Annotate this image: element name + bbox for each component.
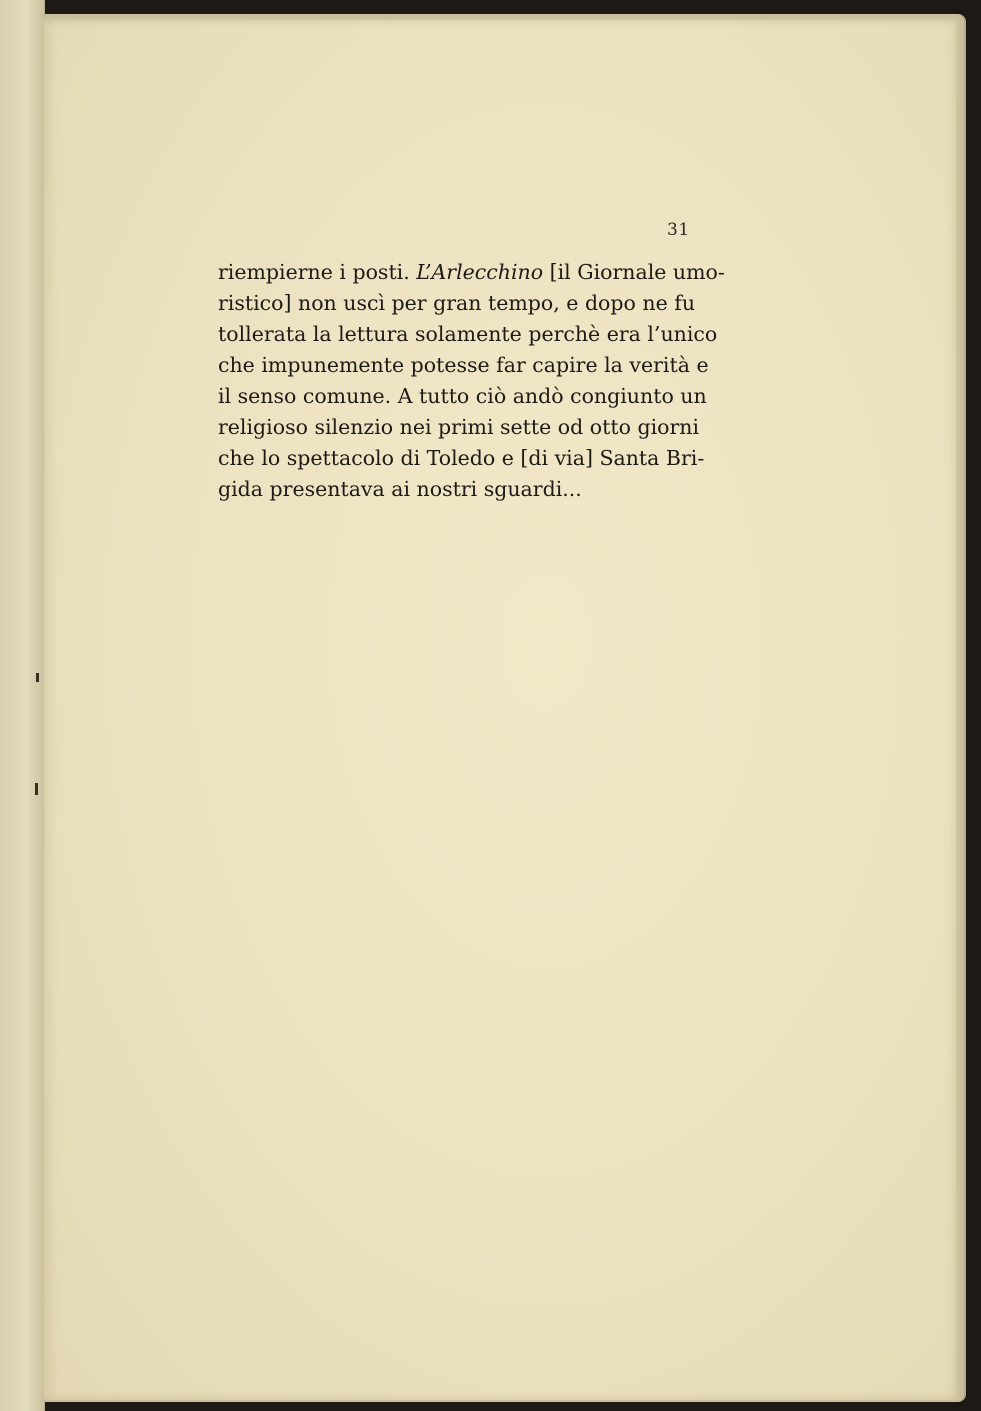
text-line: ristico] non uscì per gran tempo, e dopo ne fu [218,291,696,315]
body-text [218,257,725,505]
left-page-edge [0,0,45,1411]
text-line [218,257,725,288]
journal-title: L’Arlecchino [416,260,544,284]
text-line: tollerata la lettura solamente perchè era l’unico [218,322,718,346]
line-text-before: riempierne i posti. [218,260,417,284]
page-number: 31 [667,220,690,240]
book-page [44,18,959,1400]
binding-mark [36,673,39,682]
text-line: che lo spettacolo di Toledo e [di via] Santa Bri- [218,446,705,470]
line-text-after: [il Giornale umo- [543,260,725,284]
text-line: il senso comune. A tutto ciò andò congiunto un [218,384,707,408]
text-line: gida presentava ai nostri sguardi... [218,477,582,501]
binding-mark [35,783,38,795]
text-line: che impunemente potesse far capire la verità e [218,353,709,377]
text-line: religioso silenzio nei primi sette od otto giorni [218,415,700,439]
